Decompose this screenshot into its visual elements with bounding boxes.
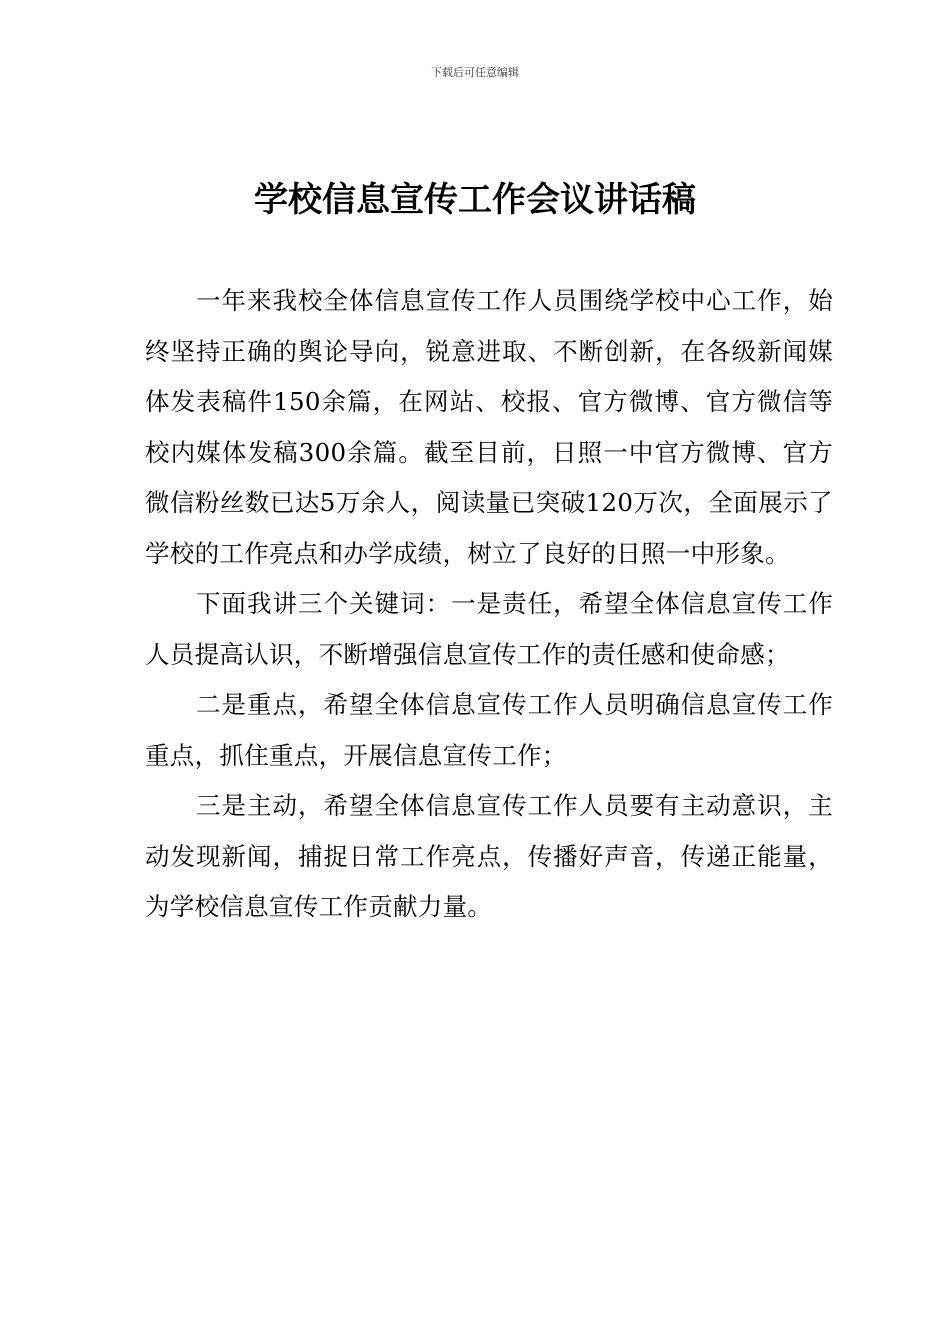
paragraph-4: 三是主动，希望全体信息宣传工作人员要有主动意识，主动发现新闻，捕捉日常工作亮点，传播好声音，传递正能量，为学校信息宣传工作贡献力量。 xyxy=(145,791,833,921)
paragraph-3: 二是重点，希望全体信息宣传工作人员明确信息宣传工作重点，抓住重点，开展信息宣传工作； xyxy=(145,690,833,770)
header-note: 下载后可任意编辑 xyxy=(431,66,519,79)
document-title: 学校信息宣传工作会议讲话稿 xyxy=(254,180,696,220)
paragraph-2: 下面我讲三个关键词：一是责任，希望全体信息宣传工作人员提高认识，不断增强信息宣传工作的责任感和使命感； xyxy=(145,589,833,669)
document-body xyxy=(145,276,833,933)
paragraph-1: 一年来我校全体信息宣传工作人员围绕学校中心工作，始终坚持正确的舆论导向，锐意进取、不断创新，在各级新闻媒体发表稿件150余篇，在网站、校报、官方微博、官方微信等校内媒体发稿300余篇。截至目前，日照一中官方微博、官方微信粉丝数已达5万余人，阅读量已突破120万次，全面展示了学校的工作亮点和办学成绩，树立了良好的日照一中形象。 xyxy=(145,286,833,568)
